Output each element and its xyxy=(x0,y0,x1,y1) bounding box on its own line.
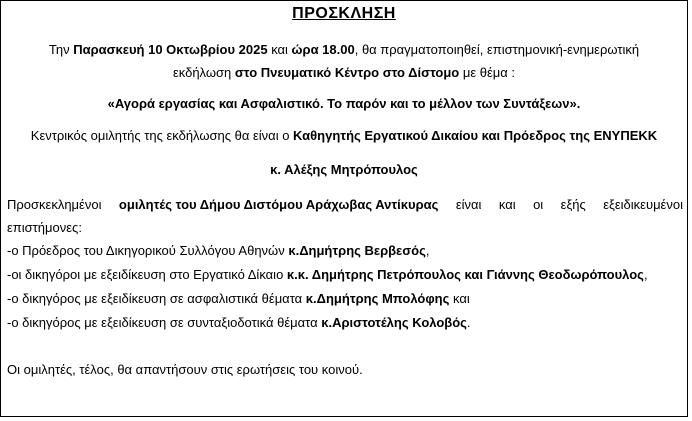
speaker-item: -οι δικηγόροι με εξειδίκευση στο Εργατικό Δίκαιο κ.κ. Δημήτρης Πετρόπουλος και Γιάννης Θεοδωρόπουλος, xyxy=(7,267,648,282)
invited-line-2: επιστήμονες: xyxy=(7,220,82,235)
event-time: ώρα 18.00 xyxy=(291,42,355,57)
closing-text: Οι ομιλητές, τέλος, θα απαντήσουν στις ερωτήσεις του κοινού. xyxy=(7,362,363,377)
speaker-name: κ.Δημήτρης Βερβεσός xyxy=(288,243,426,258)
invited-line-1: Προσκεκλημένοι ομιλητές του Δήμου Διστόμου Αράχωβας Αντίκυρας είναι και οι εξής εξειδικευμένοι xyxy=(7,197,683,212)
keynote-line: Κεντρικός ομιλητής της εκδήλωσης θα είναι ο Καθηγητής Εργατικού Δικαίου και Πρόεδρος της ΕΝΥΠΕΚΚ xyxy=(30,128,658,143)
event-venue: στο Πνευματικό Κέντρο στο Δίστομο xyxy=(234,65,460,80)
intro-line-2: εκδήλωση στο Πνευματικό Κέντρο στο Δίστομο με θέμα : xyxy=(172,65,516,80)
keynote-name: κ. Αλέξης Μητρόπουλος xyxy=(270,162,418,177)
speaker-item: -ο δικηγόρος με εξειδίκευση σε ασφαλιστικά θέματα κ.Δημήτρης Μπολόφης και xyxy=(7,291,470,306)
invited-speakers: ομιλητές του Δήμου Διστόμου Αράχωβας Αντίκυρας xyxy=(118,197,439,212)
speaker-name: κ.Αριστοτέλης Κολοβός xyxy=(321,315,467,330)
speaker-item: -ο δικηγόρος με εξειδίκευση σε συνταξιοδοτικά θέματα κ.Αριστοτέλης Κολοβός. xyxy=(7,315,471,330)
intro-line-1: Την Παρασκευή 10 Οκτωβρίου 2025 και ώρα 18.00, θα πραγματοποιηθεί, επιστημονική-ενημερωτική xyxy=(48,42,640,57)
event-date: Παρασκευή 10 Οκτωβρίου 2025 xyxy=(73,42,268,57)
event-topic: «Αγορά εργασίας και Ασφαλιστικό. Το παρόν και το μέλλον των Συντάξεων». xyxy=(107,96,581,111)
document-title: ΠΡΟΣΚΛΗΣΗ xyxy=(292,5,396,22)
speaker-name: κ.κ. Δημήτρης Πετρόπουλος και Γιάννης Θεοδωρόπουλος xyxy=(286,267,644,282)
speaker-name: κ.Δημήτρης Μπολόφης xyxy=(305,291,450,306)
keynote-title: Καθηγητής Εργατικού Δικαίου και Πρόεδρος της ΕΝΥΠΕΚΚ xyxy=(293,128,658,143)
speaker-item: -ο Πρόεδρος του Δικηγορικού Συλλόγου Αθηνών κ.Δημήτρης Βερβεσός, xyxy=(7,243,430,258)
